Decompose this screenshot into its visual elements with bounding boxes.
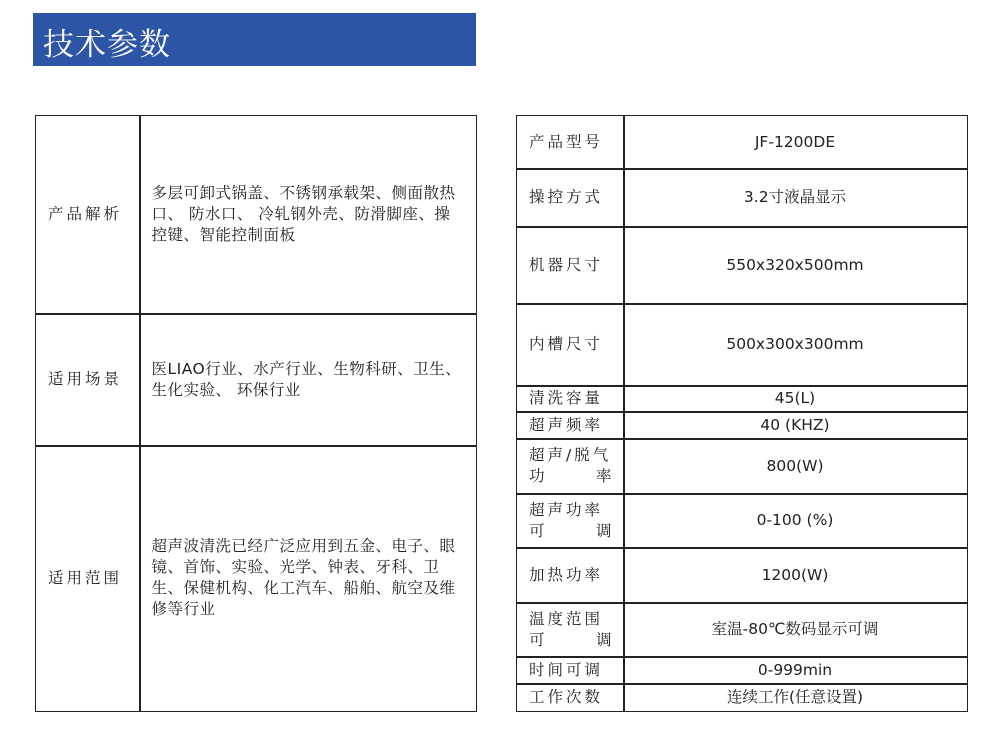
spec-label-line: 超声/脱气 (529, 446, 612, 465)
spec-value: JF-1200DE (623, 115, 968, 170)
section-title: 技术参数 (43, 27, 171, 63)
spec-label-line: 超声功率 (529, 500, 604, 519)
spec-value: 800(W) (623, 438, 968, 495)
row-value: 超声波清洗已经广泛应用到五金、电子、眼镜、首饰、实验、光学、钟表、牙科、卫生、保健机构、化工汽车、船舶、航空及维修等行业 (139, 445, 477, 712)
spec-label: 操控方式 (516, 168, 625, 228)
spec-label: 加热功率 (516, 547, 625, 604)
spec-label: 机器尺寸 (516, 226, 625, 305)
spec-label: 超声频率 (516, 411, 625, 440)
spec-value: 40 (KHZ) (623, 411, 968, 440)
spec-label-part: 调 (595, 521, 612, 540)
spec-label-line (529, 521, 612, 542)
spec-label: 内槽尺寸 (516, 303, 625, 387)
spec-label-line (529, 630, 612, 651)
spec-label (516, 493, 625, 549)
spec-label-part: 功 (529, 467, 545, 486)
row-label: 产品解析 (35, 115, 141, 315)
spec-label: 清洗容量 (516, 385, 625, 413)
spec-value: 0-100 (%) (623, 493, 968, 549)
spec-value: 550x320x500mm (623, 226, 968, 305)
row-label: 适用范围 (35, 445, 141, 712)
spec-value: 连续工作(任意设置) (623, 683, 968, 712)
spec-label-line: 温度范围 (529, 609, 604, 628)
spec-value: 0-999min (623, 656, 968, 685)
spec-label-part: 率 (595, 467, 612, 486)
row-value: 医LIAO行业、水产行业、生物科研、卫生、生化实验、 环保行业 (139, 313, 477, 447)
spec-value: 45(L) (623, 385, 968, 413)
row-label: 适用场景 (35, 313, 141, 447)
row-value: 多层可卸式锅盖、不锈钢承载架、侧面散热口、 防水口、 冷轧钢外壳、防滑脚座、操控键、智能控制面板 (139, 115, 477, 315)
spec-value: 1200(W) (623, 547, 968, 604)
spec-label (516, 438, 625, 495)
spec-label: 产品型号 (516, 115, 625, 170)
spec-label-part: 可 (529, 521, 545, 540)
spec-label (516, 602, 625, 658)
spec-value: 500x300x300mm (623, 303, 968, 387)
spec-value: 室温-80℃数码显示可调 (623, 602, 968, 658)
spec-label: 工作次数 (516, 683, 625, 712)
spec-label-line (529, 466, 612, 487)
spec-label-part: 可 (529, 630, 545, 649)
spec-label-part: 调 (595, 630, 612, 649)
section-header (33, 13, 476, 66)
spec-label: 时间可调 (516, 656, 625, 685)
spec-value: 3.2寸液晶显示 (623, 168, 968, 228)
